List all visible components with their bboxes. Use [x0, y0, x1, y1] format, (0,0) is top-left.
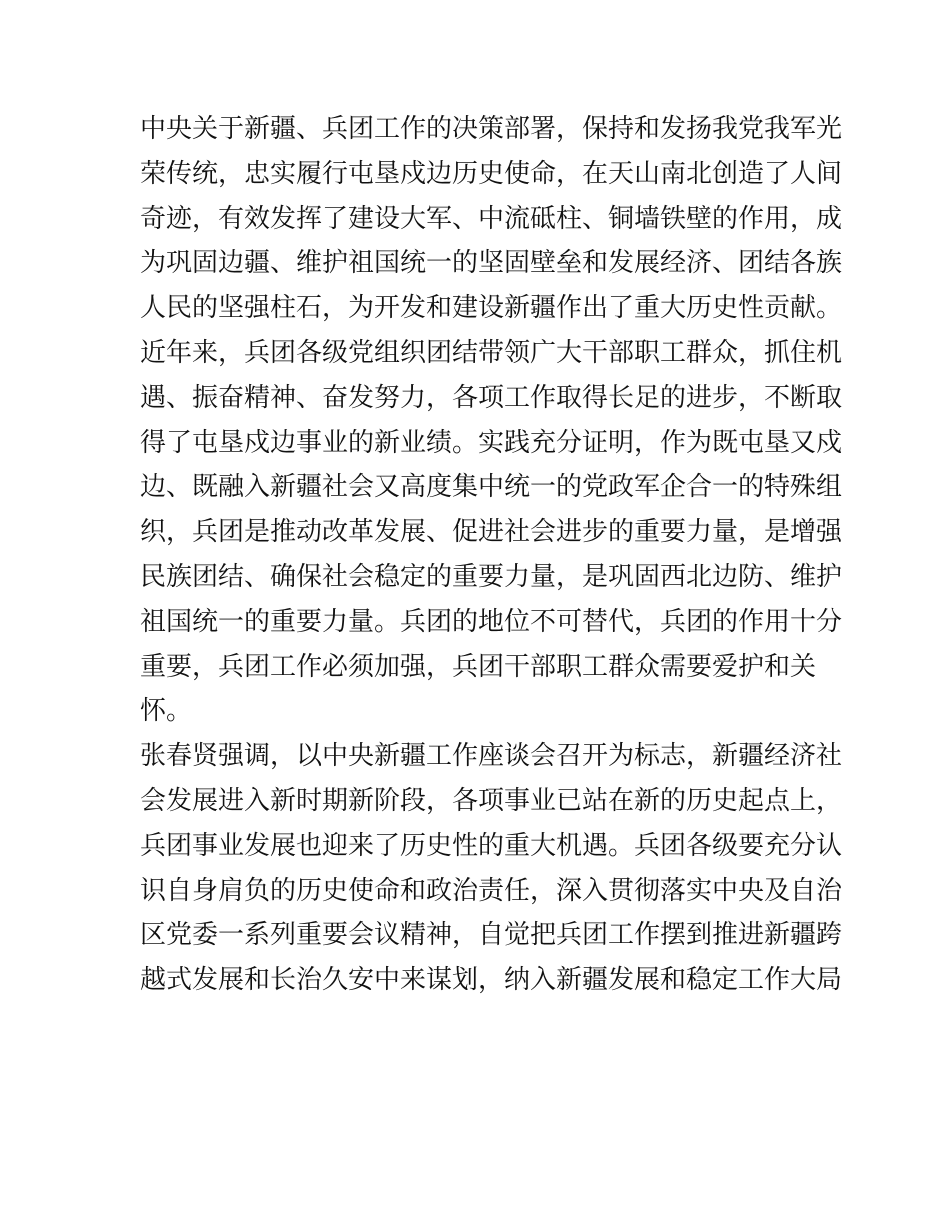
text-line: 民族团结、确保社会稳定的重要力量，是巩固西北边防、维护 [140, 561, 843, 592]
text-line: 遇、振奋精神、奋发努力，各项工作取得长足的进步，不断取 [140, 382, 843, 413]
body-text [140, 107, 843, 1003]
text-line: 荣传统，忠实履行屯垦戍边历史使命，在天山南北创造了人间 [140, 158, 843, 189]
text-line: 织，兵团是推动改革发展、促进社会进步的重要力量，是增强 [140, 517, 843, 548]
text-line: 会发展进入新时期新阶段，各项事业已站在新的历史起点上， [140, 785, 843, 816]
text-line: 中央关于新疆、兵团工作的决策部署，保持和发扬我党我军光 [140, 114, 843, 144]
text-line: 区党委一系列重要会议精神，自觉把兵团工作摆到推进新疆跨 [140, 920, 843, 951]
text-line: 怀。 [140, 696, 193, 727]
text-line: 奇迹，有效发挥了建设大军、中流砥柱、铜墙铁壁的作用，成 [140, 203, 843, 234]
text-line: 为巩固边疆、维护祖国统一的坚固壁垒和发展经济、团结各族 [140, 248, 843, 279]
text-line: 兵团事业发展也迎来了历史性的重大机遇。兵团各级要充分认 [140, 830, 843, 861]
text-line: 重要，兵团工作必须加强，兵团干部职工群众需要爱护和关 [140, 651, 817, 682]
text-line: 识自身肩负的历史使命和政治责任，深入贯彻落实中央及自治 [140, 875, 843, 906]
text-line: 人民的坚强柱石，为开发和建设新疆作出了重大历史性贡献。 [140, 293, 843, 324]
text-line: 边、既融入新疆社会又高度集中统一的党政军企合一的特殊组 [140, 472, 843, 503]
text-line: 祖国统一的重要力量。兵团的地位不可替代，兵团的作用十分 [140, 606, 843, 637]
text-line: 得了屯垦戍边事业的新业绩。实践充分证明，作为既屯垦又戍 [140, 427, 843, 458]
text-line: 张春贤强调，以中央新疆工作座谈会召开为标志，新疆经济社 [140, 741, 843, 772]
text-line: 近年来，兵团各级党组织团结带领广大干部职工群众，抓住机 [140, 337, 843, 368]
text-line: 越式发展和长治久安中来谋划，纳入新疆发展和稳定工作大局 [140, 965, 843, 996]
